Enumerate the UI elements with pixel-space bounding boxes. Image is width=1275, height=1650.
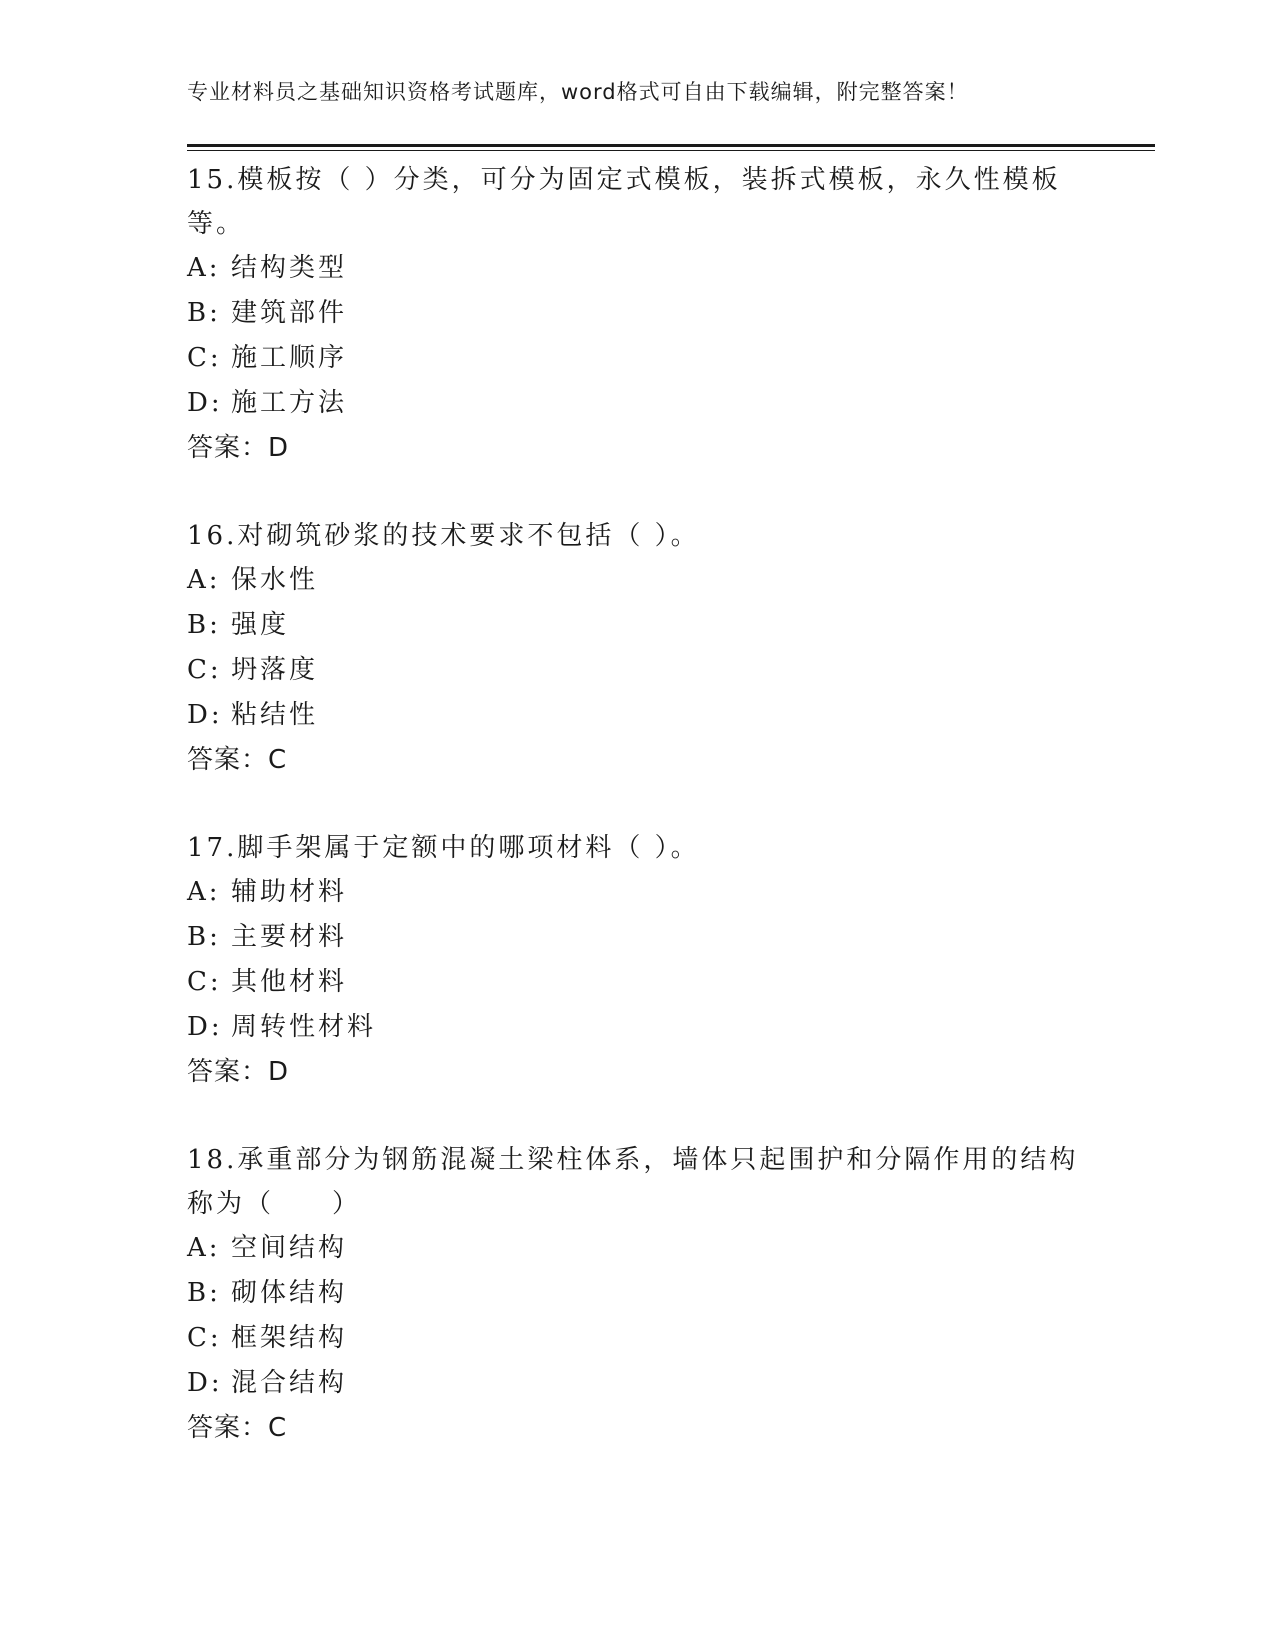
option-text: 空间结构 (231, 1233, 348, 1263)
answer-value: D (268, 1057, 289, 1087)
option-d (187, 381, 1087, 426)
option-text: 框架结构 (231, 1323, 348, 1353)
option-a (187, 558, 1087, 603)
option-c (187, 1316, 1087, 1361)
option-letter: D: (187, 700, 223, 730)
question-stem: 16.对砌筑砂浆的技术要求不包括（ ）。 (187, 521, 700, 551)
option-letter: B: (187, 298, 221, 328)
answer-line (187, 426, 1087, 471)
option-text: 主要材料 (231, 922, 348, 952)
option-letter: A: (187, 877, 221, 907)
option-text: 其他材料 (231, 967, 348, 997)
option-letter: B: (187, 1278, 221, 1308)
option-c (187, 648, 1087, 693)
question-15 (187, 158, 1087, 471)
option-c (187, 960, 1087, 1005)
answer-line (187, 738, 1087, 783)
option-letter: A: (187, 1233, 221, 1263)
option-b (187, 915, 1087, 960)
option-text: 施工顺序 (231, 343, 348, 373)
option-a (187, 246, 1087, 291)
option-a (187, 870, 1087, 915)
option-letter: C: (187, 967, 222, 997)
answer-label: 答案： (187, 1057, 269, 1087)
question-17 (187, 826, 1087, 1095)
option-text: 混合结构 (231, 1368, 348, 1398)
option-letter: C: (187, 343, 222, 373)
question-18 (187, 1138, 1087, 1451)
option-d (187, 1005, 1087, 1050)
option-letter: D: (187, 1012, 223, 1042)
answer-label: 答案： (187, 745, 269, 775)
option-text: 结构类型 (231, 253, 348, 283)
question-stem: 18.承重部分为钢筋混凝土梁柱体系，墙体只起围护和分隔作用的结构称为（ ） (187, 1145, 1079, 1219)
answer-line (187, 1050, 1087, 1095)
answer-label: 答案： (187, 433, 269, 463)
option-b (187, 291, 1087, 336)
option-text: 砌体结构 (231, 1278, 348, 1308)
option-c (187, 336, 1087, 381)
answer-value: D (268, 433, 289, 463)
option-letter: C: (187, 655, 222, 685)
option-b (187, 1271, 1087, 1316)
question-16 (187, 514, 1087, 783)
page-header: 专业材料员之基础知识资格考试题库，word格式可自由下载编辑，附完整答案！ (187, 80, 969, 104)
question-stem: 17.脚手架属于定额中的哪项材料（ ）。 (187, 833, 700, 863)
answer-line (187, 1406, 1087, 1451)
answer-value: C (268, 745, 287, 775)
answer-value: C (268, 1413, 287, 1443)
header-divider-thin (187, 150, 1155, 151)
question-list (187, 158, 1087, 1494)
option-letter: D: (187, 1368, 223, 1398)
option-text: 建筑部件 (231, 298, 348, 328)
option-text: 辅助材料 (231, 877, 348, 907)
option-text: 周转性材料 (231, 1012, 377, 1042)
answer-label: 答案： (187, 1413, 269, 1443)
option-text: 粘结性 (231, 700, 319, 730)
option-d (187, 693, 1087, 738)
header-divider-thick (187, 144, 1155, 147)
option-letter: B: (187, 922, 221, 952)
option-text: 保水性 (231, 565, 319, 595)
option-b (187, 603, 1087, 648)
option-text: 施工方法 (231, 388, 348, 418)
option-letter: A: (187, 565, 221, 595)
option-letter: A: (187, 253, 221, 283)
option-text: 坍落度 (231, 655, 319, 685)
option-text: 强度 (231, 610, 290, 640)
option-d (187, 1361, 1087, 1406)
option-letter: D: (187, 388, 223, 418)
option-letter: B: (187, 610, 221, 640)
question-stem: 15.模板按（ ）分类，可分为固定式模板，装拆式模板，永久性模板等。 (187, 165, 1061, 239)
option-letter: C: (187, 1323, 222, 1353)
option-a (187, 1226, 1087, 1271)
